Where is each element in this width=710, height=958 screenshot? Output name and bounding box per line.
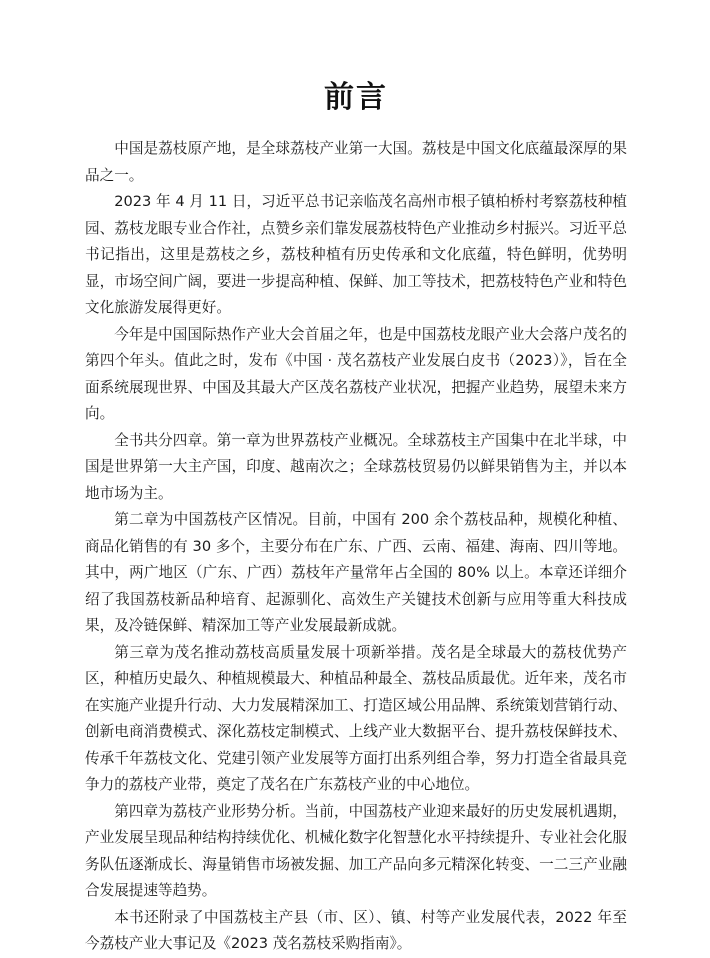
paragraph-chapter-4: 第四章为荔枝产业形势分析。当前，中国荔枝产业迎来最好的历史发展机遇期，产业发展呈现品种结构持续优化、机械化数字化智慧化水平持续提升、专业社会化服务队伍逐渐成长、海量销售市场被发掘、加工产品向多元精深化转变、一二三产业融合发展提速等趋势。	[85, 802, 627, 899]
paragraph-chapter-2: 第二章为中国荔枝产区情况。目前，中国有 200 余个荔枝品种，规模化种植、商品化销售的有 30 多个，主要分布在广东、广西、云南、福建、海南、四川等地。其中，两广地区（广东、广西）荔枝年产量常年占全国的 80% 以上。本章还详细介绍了我国荔枝新品种培育、起源驯化、高效生产关键技术创新与应用等重大科技成果，及冷链保鲜、精深加工等产业发展最新成就。	[85, 511, 627, 634]
page-title: 前言	[324, 80, 388, 115]
document-body	[85, 136, 627, 958]
paragraph-inspection: 2023 年 4 月 11 日，习近平总书记亲临茂名高州市根子镇柏桥村考察荔枝种植园、荔枝龙眼专业合作社，点赞乡亲们靠发展荔枝特色产业推动乡村振兴。习近平总书记指出，这里是荔枝之乡，荔枝种植有历史传承和文化底蕴，特色鲜明，优势明显，市场空间广阔，要进一步提高种植、保鲜、加工等技术，把荔枝特色产业和特色文化旅游发展得更好。	[85, 193, 627, 316]
paragraph-chapter-1: 全书共分四章。第一章为世界荔枝产业概况。全球荔枝主产国集中在北半球，中国是世界第一大主产国，印度、越南次之；全球荔枝贸易仍以鲜果销售为主，并以本地市场为主。	[85, 431, 627, 502]
paragraph-chapter-3: 第三章为茂名推动荔枝高质量发展十项新举措。茂名是全球最大的荔枝优势产区，种植历史最久、种植规模最大、种植品种最全、荔枝品质最优。近年来，茂名市在实施产业提升行动、大力发展精深加工、打造区域公用品牌、系统策划营销行动、创新电商消费模式、深化荔枝定制模式、上线产业大数据平台、提升荔枝保鲜技术、传承千年荔枝文化、党建引领产业发展等方面打出系列组合拳，努力打造全省最具竞争力的荔枝产业带，奠定了茂名在广东荔枝产业的中心地位。	[85, 643, 627, 793]
paragraph-whitepaper: 今年是中国国际热作产业大会首届之年，也是中国荔枝龙眼产业大会落户茂名的第四个年头。值此之时，发布《中国 · 茂名荔枝产业发展白皮书（2023）》，旨在全面系统展现世界、中国及其最大产区茂名荔枝产业状况，把握产业趋势，展望未来方向。	[85, 325, 627, 422]
paragraph-appendix: 本书还附录了中国荔枝主产县（市、区）、镇、村等产业发展代表，2022 年至今荔枝产业大事记及《2023 茂名荔枝采购指南》。	[85, 908, 627, 952]
document-page	[85, 0, 627, 958]
paragraph-origin: 中国是荔枝原产地，是全球荔枝产业第一大国。荔枝是中国文化底蕴最深厚的果品之一。	[85, 140, 627, 184]
